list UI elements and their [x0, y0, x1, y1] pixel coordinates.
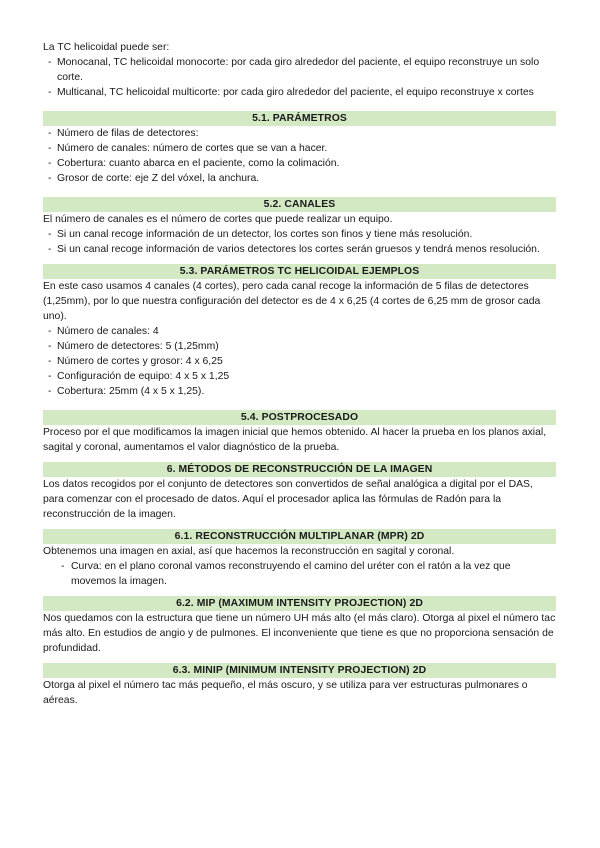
list-item: - Cobertura: 25mm (4 x 5 x 1,25).: [43, 384, 556, 399]
list-item: - Grosor de corte: eje Z del vóxel, la anchura.: [43, 171, 556, 186]
s6-text: Los datos recogidos por el conjunto de detectores son convertidos de señal analógica a digital por el DAS, para comenzar con el procesado de datos. Aquí el procesador aplica las fórmulas de Radón para la reconstrucción de la imagen.: [43, 479, 533, 520]
s53-text: En este caso usamos 4 canales (4 cortes), pero cada canal recoge la información de 5 filas de detectores (1,25mm), por lo que nuestra configuración del detector es de 4 x 6,25 (4 cortes de 6,25 mm de grosor cada uno).: [43, 281, 541, 322]
list-item: - Configuración de equipo: 4 x 5 x 1,25: [43, 369, 556, 384]
list-item: - Número de detectores: 5 (1,25mm): [43, 339, 556, 354]
section-heading-6-3: 6.3. MINIP (MINIMUM INTENSITY PROJECTION) 2D: [43, 663, 556, 678]
section-heading-6-1: 6.1. RECONSTRUCCIÓN MULTIPLANAR (MPR) 2D: [43, 529, 556, 544]
list-item: - Monocanal, TC helicoidal monocorte: por cada giro alrededor del paciente, el equipo reconstruye un solo corte.: [43, 55, 556, 85]
section-heading-5-4: 5.4. POSTPROCESADO: [43, 410, 556, 425]
list-item: - Número de canales: 4: [43, 324, 556, 339]
list-item: - Cobertura: cuanto abarca en el paciente, como la colimación.: [43, 156, 556, 171]
section-heading-5-2: 5.2. CANALES: [43, 197, 556, 212]
list-item: - Multicanal, TC helicoidal multicorte: por cada giro alrededor del paciente, el equipo reconstruye x cortes: [43, 85, 556, 100]
intro-list: [43, 55, 556, 100]
section-heading-5-1: 5.1. PARÁMETROS: [43, 111, 556, 126]
s52-list: [43, 227, 556, 257]
s62-text: Nos quedamos con la estructura que tiene un número UH más alto (el más claro). Otorga al pixel el número tac más alto. En estudios de angio y de pulmones. El inconveniente que tiene es que no proporciona sensación de profundidad.: [43, 613, 556, 654]
s61-list: [43, 559, 556, 589]
list-item: - Número de filas de detectores:: [43, 126, 556, 141]
list-item: - Número de canales: número de cortes que se van a hacer.: [43, 141, 556, 156]
intro-text: La TC helicoidal puede ser:: [43, 42, 170, 53]
s54-text: Proceso por el que modificamos la imagen inicial que hemos obtenido. Al hacer la prueba en los planos axial, sagital y coronal, aumentamos el valor diagnóstico de la prueba.: [43, 427, 547, 453]
list-item: - Número de cortes y grosor: 4 x 6,25: [43, 354, 556, 369]
s63-text: Otorga al pixel el número tac más pequeño, el más oscuro, y se utiliza para ver estructuras pulmonares o aéreas.: [43, 680, 528, 706]
s53-list: [43, 324, 556, 399]
section-heading-6: 6. MÉTODOS DE RECONSTRUCCIÓN DE LA IMAGEN: [43, 462, 556, 477]
section-heading-5-3: 5.3. PARÁMETROS TC HELICOIDAL EJEMPLOS: [43, 264, 556, 279]
s61-text: Obtenemos una imagen en axial, así que hacemos la reconstrucción en sagital y coronal.: [43, 546, 455, 557]
list-item: - Si un canal recoge información de varios detectores los cortes serán gruesos y tendrá menos resolución.: [43, 242, 556, 257]
list-item: - Si un canal recoge información de un detector, los cortes son finos y tiene más resolución.: [43, 227, 556, 242]
s51-list: [43, 126, 556, 186]
s52-text: El número de canales es el número de cortes que puede realizar un equipo.: [43, 214, 393, 225]
list-item: - Curva: en el plano coronal vamos reconstruyendo el camino del uréter con el ratón a la vez que movemos la imagen.: [43, 559, 556, 589]
section-heading-6-2: 6.2. MIP (MAXIMUM INTENSITY PROJECTION) 2D: [43, 596, 556, 611]
intro-block: [43, 40, 556, 100]
